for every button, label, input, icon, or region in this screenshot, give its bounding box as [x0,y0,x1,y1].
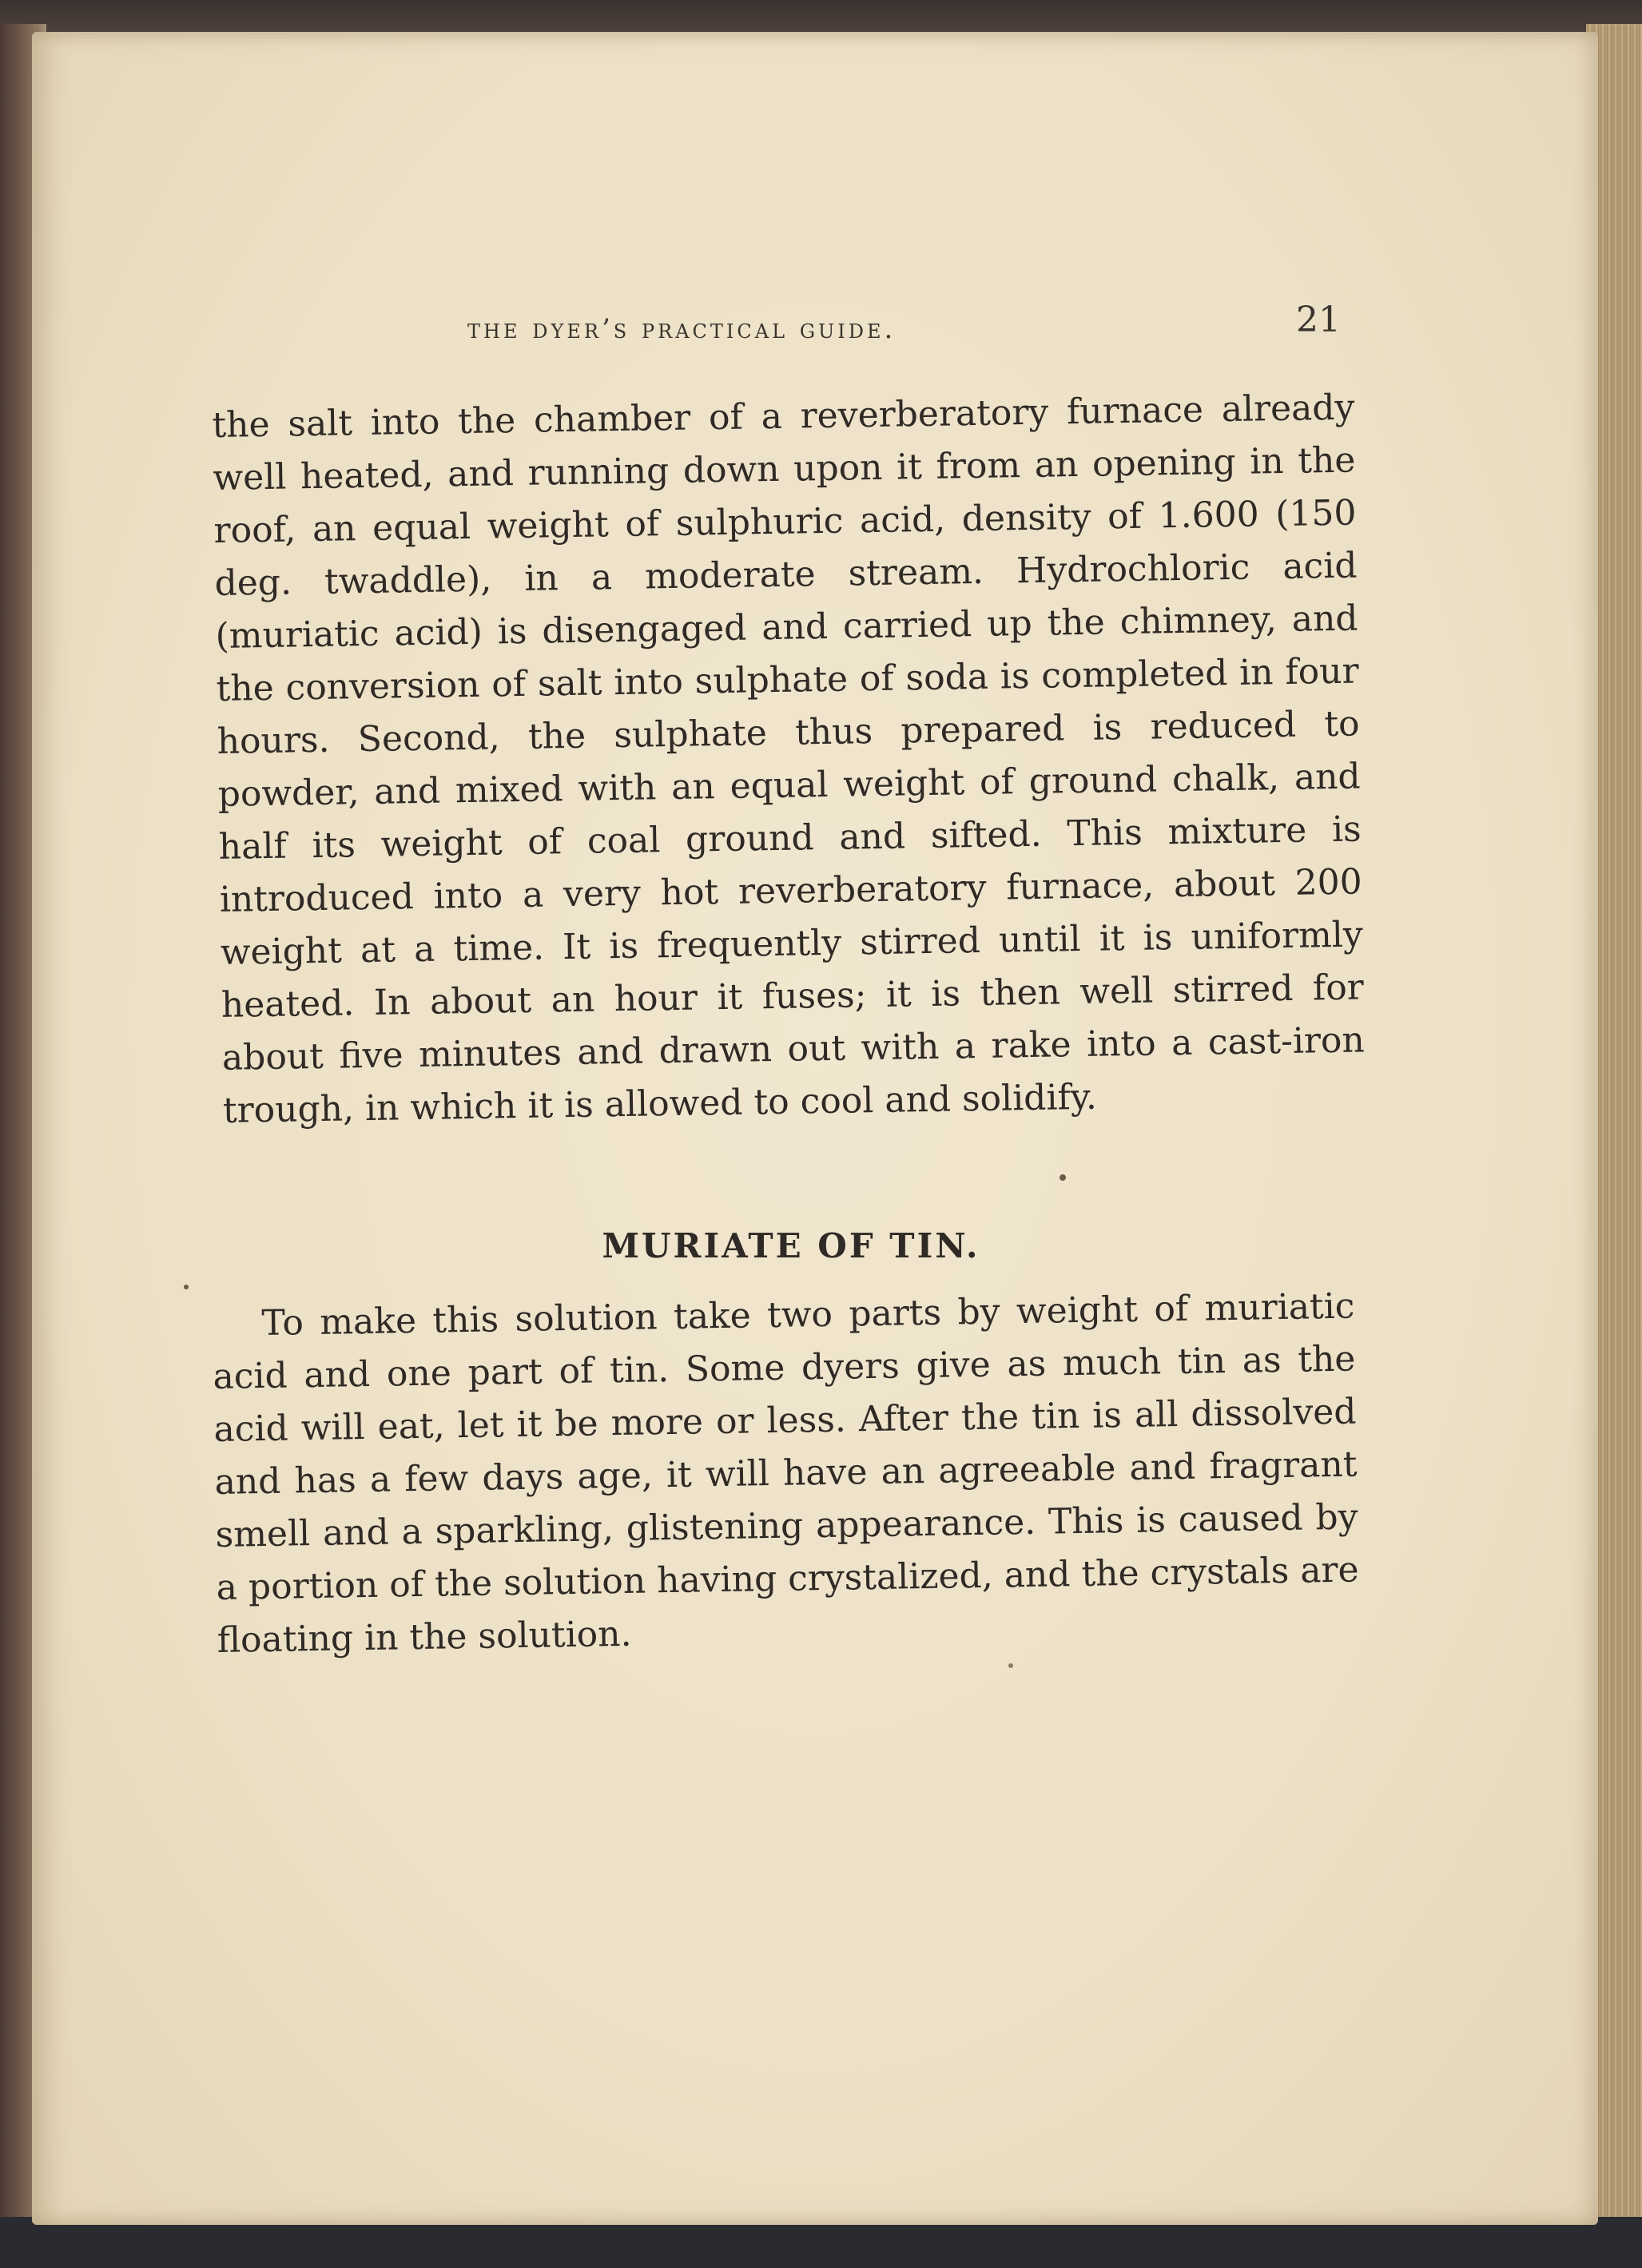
page-number: 21 [1296,300,1341,340]
section-heading: MURIATE OF TIN. [602,1226,980,1265]
running-head: the dyer’s practical guide. [467,313,897,345]
paragraph-continued: the salt into the chamber of a reverberatory furnace already well heated, and running down upon it from an opening in the roof, an equal weight of sulphuric acid, density of 1.600 (150 deg. twaddle), in a moderate stream. Hydrochloric acid (muriatic acid) is disengaged and carried up the chimney, and the conversion of salt into sulphate of soda is completed in four hours. Second, the sulphate thus prepared is reduced to powder, and mixed with an equal weight of ground chalk, and half its weight of coal ground and sifted. This mixture is introduced into a very hot reverberatory furnace, about 200 weight at a time. It is frequently stirred until it is uniformly heated. In about an hour it fuses; it is then well stirred for about five minutes and drawn out with a rake into a cast-iron trough, in which it is allowed to cool and solidify. [212,387,1366,1131]
paragraph-muriate-of-tin: To make this solution take two parts by weight of muriatic acid and one part of tin. Some dyers give as much tin as the acid will eat, let it be more or less. After the tin is all dissolved and has a few days age, it will have an agreeable and fragrant smell and a sparkling, glistening appearance. This is caused by a portion of the solution having crystalized, and the crystals are floating in the solution. [213,1285,1359,1661]
ink-speck [1060,1174,1066,1181]
ink-speck [184,1285,189,1289]
ink-speck [1008,1663,1013,1668]
